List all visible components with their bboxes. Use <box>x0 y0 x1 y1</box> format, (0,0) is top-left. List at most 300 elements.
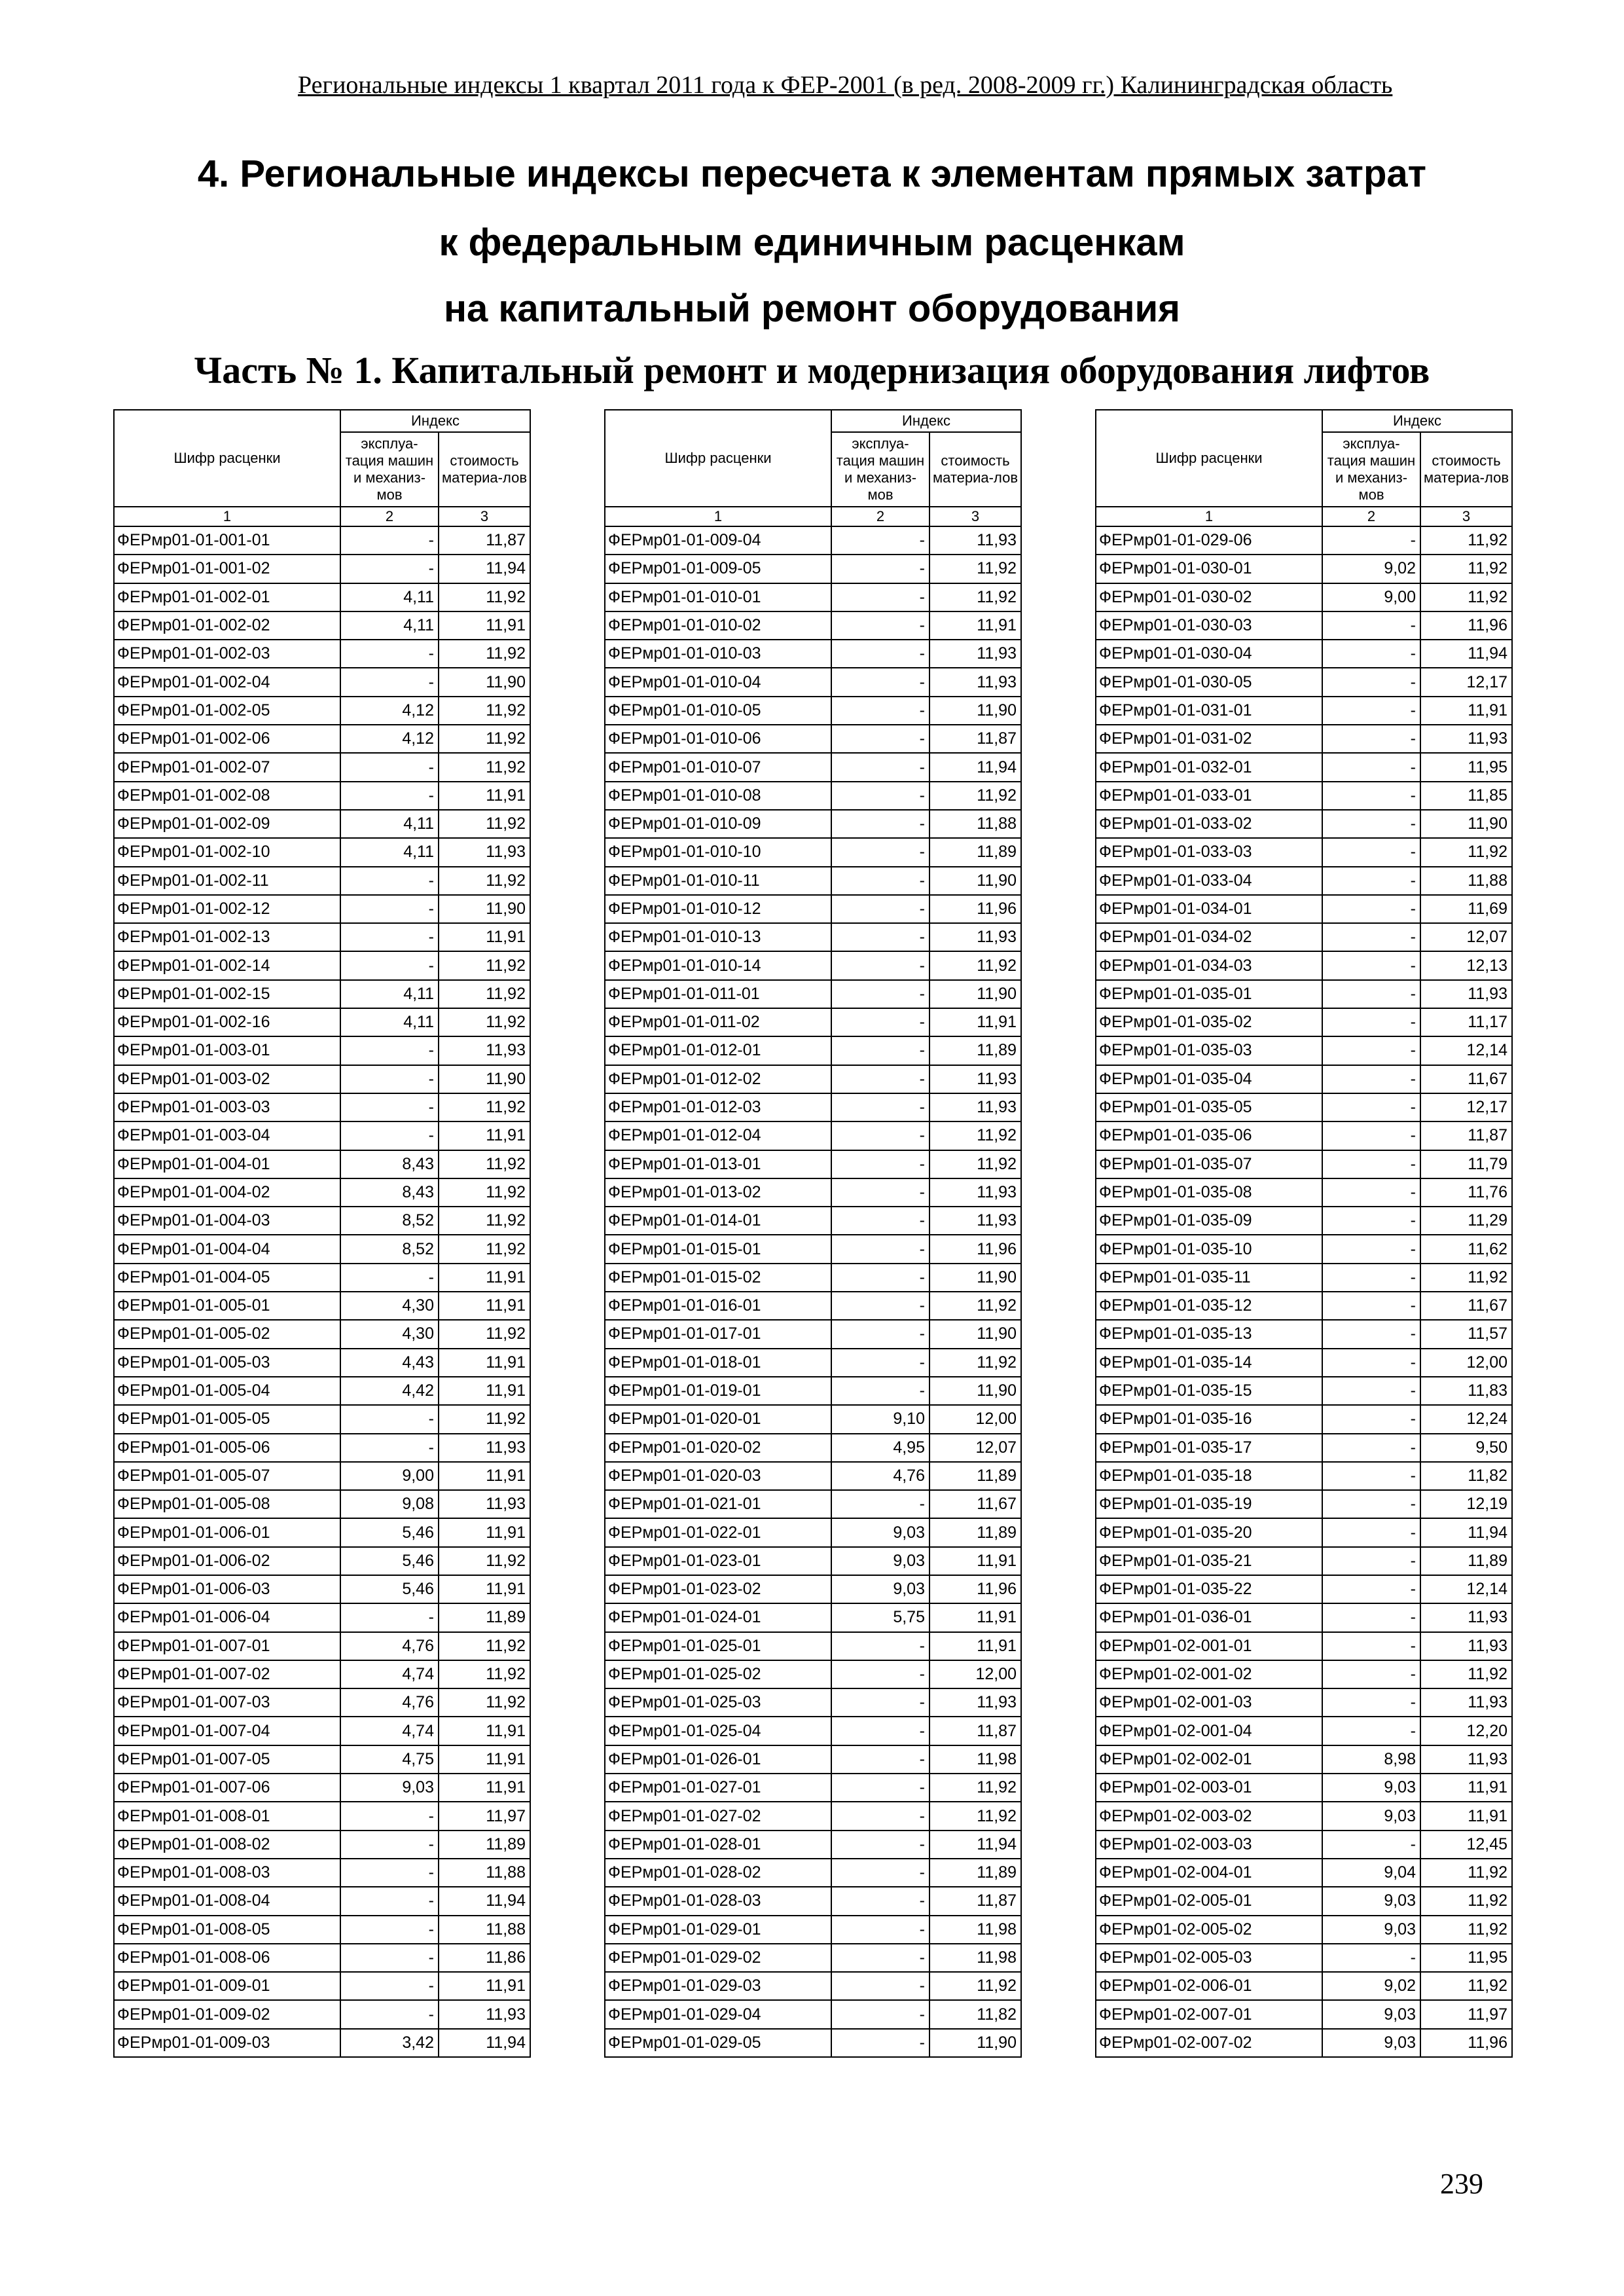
rate-code: ФЕРмр01-01-003-02 <box>114 1065 340 1093</box>
machines-index: - <box>831 1320 929 1348</box>
machines-index: 4,76 <box>831 1462 929 1490</box>
machines-index: 9,08 <box>340 1490 439 1518</box>
rate-code: ФЕРмр01-01-002-09 <box>114 810 340 838</box>
section-title-line-3: на капитальный ремонт оборудования <box>444 287 1180 330</box>
materials-index: 11,92 <box>1420 1887 1512 1915</box>
machines-index: - <box>1322 1121 1420 1150</box>
machines-index: - <box>831 526 929 555</box>
rate-code: ФЕРмр01-01-035-19 <box>1096 1490 1322 1518</box>
rate-code: ФЕРмр01-02-002-01 <box>1096 1745 1322 1774</box>
table-row <box>114 583 530 611</box>
table-row <box>605 1575 1021 1603</box>
table-row <box>114 1434 530 1462</box>
materials-index: 11,89 <box>929 838 1021 866</box>
table-row <box>605 555 1021 583</box>
table-row <box>605 1434 1021 1462</box>
rate-code: ФЕРмр01-01-009-01 <box>114 1972 340 2000</box>
materials-index: 11,91 <box>439 1349 530 1377</box>
table-row <box>114 838 530 866</box>
rate-code: ФЕРмр01-02-003-02 <box>1096 1802 1322 1830</box>
rate-code: ФЕРмр01-01-005-05 <box>114 1405 340 1433</box>
machines-index: 9,03 <box>340 1774 439 1802</box>
machines-index: - <box>340 640 439 668</box>
rate-code: ФЕРмр01-01-025-03 <box>605 1688 831 1717</box>
table-row <box>1096 555 1512 583</box>
materials-index: 11,91 <box>439 923 530 951</box>
rate-code: ФЕРмр01-01-002-11 <box>114 867 340 895</box>
table-row <box>1096 1944 1512 1972</box>
materials-index: 11,93 <box>929 640 1021 668</box>
table-row <box>605 753 1021 781</box>
materials-index: 11,82 <box>929 2000 1021 2028</box>
table-row <box>605 1093 1021 1121</box>
machines-index: - <box>1322 1065 1420 1093</box>
table-row <box>605 640 1021 668</box>
rate-code: ФЕРмр01-01-028-01 <box>605 1831 831 1859</box>
rate-code: ФЕРмр01-01-006-01 <box>114 1518 340 1546</box>
rate-code: ФЕРмр01-01-001-02 <box>114 555 340 583</box>
materials-index: 11,97 <box>1420 2000 1512 2028</box>
materials-index: 11,92 <box>439 810 530 838</box>
materials-index: 11,92 <box>1420 1916 1512 1944</box>
materials-index: 11,92 <box>929 1292 1021 1320</box>
materials-index: 11,93 <box>439 838 530 866</box>
materials-index: 11,92 <box>929 1150 1021 1178</box>
materials-index: 11,91 <box>439 1972 530 2000</box>
rate-code: ФЕРмр01-01-034-03 <box>1096 951 1322 979</box>
table-row <box>1096 1632 1512 1660</box>
table-row <box>1096 1972 1512 2000</box>
rate-code: ФЕРмр01-01-010-03 <box>605 640 831 668</box>
table-row <box>114 1774 530 1802</box>
machines-index: - <box>831 1859 929 1887</box>
materials-index: 11,88 <box>439 1859 530 1887</box>
materials-index: 11,96 <box>1420 2029 1512 2057</box>
machines-index: - <box>340 555 439 583</box>
materials-index: 11,93 <box>439 1036 530 1065</box>
header-index: Индекс <box>831 410 1021 432</box>
rate-code: ФЕРмр01-01-027-01 <box>605 1774 831 1802</box>
table-row <box>605 1462 1021 1490</box>
table-row <box>605 1518 1021 1546</box>
machines-index: - <box>831 1745 929 1774</box>
materials-index: 12,14 <box>1420 1036 1512 1065</box>
rate-code: ФЕРмр01-01-004-01 <box>114 1150 340 1178</box>
machines-index: 9,02 <box>1322 1972 1420 2000</box>
materials-index: 11,93 <box>1420 980 1512 1008</box>
materials-index: 11,91 <box>439 1717 530 1745</box>
machines-index: - <box>831 895 929 923</box>
materials-index: 12,00 <box>929 1405 1021 1433</box>
machines-index: - <box>340 1887 439 1915</box>
machines-index: 9,03 <box>1322 1802 1420 1830</box>
table-row <box>1096 782 1512 810</box>
rate-code: ФЕРмр01-01-035-14 <box>1096 1349 1322 1377</box>
machines-index: 4,75 <box>340 1745 439 1774</box>
materials-index: 11,91 <box>929 611 1021 640</box>
machines-index: - <box>1322 526 1420 555</box>
materials-index: 11,95 <box>1420 1944 1512 1972</box>
table-row <box>1096 1802 1512 1830</box>
table-row <box>114 1688 530 1717</box>
table-row <box>114 1887 530 1915</box>
machines-index: - <box>340 867 439 895</box>
materials-index: 11,92 <box>929 1774 1021 1802</box>
materials-index: 11,82 <box>1420 1462 1512 1490</box>
table-row <box>1096 923 1512 951</box>
materials-index: 11,92 <box>1420 1660 1512 1688</box>
rate-code: ФЕРмр01-01-017-01 <box>605 1320 831 1348</box>
materials-index: 11,91 <box>439 1377 530 1405</box>
rate-code: ФЕРмр01-01-012-04 <box>605 1121 831 1150</box>
materials-index: 11,96 <box>929 895 1021 923</box>
materials-index: 11,89 <box>929 1859 1021 1887</box>
materials-index: 12,24 <box>1420 1405 1512 1433</box>
rate-code: ФЕРмр01-01-019-01 <box>605 1377 831 1405</box>
running-header: Региональные индексы 1 квартал 2011 года к ФЕР-2001 (в ред. 2008-2009 гг.) Калининградская область <box>298 71 1393 99</box>
rate-code: ФЕРмр01-01-035-07 <box>1096 1150 1322 1178</box>
machines-index: - <box>831 1717 929 1745</box>
table-row <box>605 838 1021 866</box>
materials-index: 11,93 <box>1420 1688 1512 1717</box>
table-row <box>1096 1688 1512 1717</box>
table-row <box>605 1774 1021 1802</box>
machines-index: 4,11 <box>340 838 439 866</box>
machines-index: - <box>1322 1008 1420 1036</box>
table-row <box>1096 697 1512 725</box>
machines-index: - <box>831 1349 929 1377</box>
table-row <box>605 1235 1021 1263</box>
machines-index: 4,74 <box>340 1717 439 1745</box>
table-row <box>605 2000 1021 2028</box>
machines-index: 8,43 <box>340 1150 439 1178</box>
machines-index: - <box>831 1377 929 1405</box>
table-row <box>1096 1774 1512 1802</box>
machines-index: 9,10 <box>831 1405 929 1433</box>
materials-index: 12,13 <box>1420 951 1512 979</box>
rate-code: ФЕРмр01-01-025-04 <box>605 1717 831 1745</box>
machines-index: - <box>831 810 929 838</box>
rate-code: ФЕРмр01-01-035-12 <box>1096 1292 1322 1320</box>
table-row <box>605 583 1021 611</box>
table-row <box>605 980 1021 1008</box>
machines-index: - <box>1322 867 1420 895</box>
table-row <box>114 526 530 555</box>
rate-code: ФЕРмр01-02-001-01 <box>1096 1632 1322 1660</box>
rate-code: ФЕРмр01-01-029-04 <box>605 2000 831 2028</box>
table-row <box>1096 980 1512 1008</box>
rate-code: ФЕРмр01-01-003-01 <box>114 1036 340 1065</box>
machines-index: - <box>1322 782 1420 810</box>
machines-index: - <box>340 1603 439 1631</box>
materials-index: 11,98 <box>929 1944 1021 1972</box>
machines-index: - <box>1322 1093 1420 1121</box>
machines-index: 9,03 <box>1322 2029 1420 2057</box>
machines-index: - <box>1322 1292 1420 1320</box>
table-row <box>605 867 1021 895</box>
machines-index: - <box>340 951 439 979</box>
machines-index: 3,42 <box>340 2029 439 2057</box>
table-row <box>605 1944 1021 1972</box>
section-title-line-2: к федеральным единичным расценкам <box>439 221 1185 264</box>
materials-index: 11,94 <box>439 2029 530 2057</box>
rates-table-3 <box>1095 409 1513 2058</box>
machines-index: 4,74 <box>340 1660 439 1688</box>
machines-index: - <box>831 980 929 1008</box>
rates-table-1 <box>113 409 531 2058</box>
rate-code: ФЕРмр01-01-035-06 <box>1096 1121 1322 1150</box>
table-row <box>114 895 530 923</box>
materials-index: 11,91 <box>439 1575 530 1603</box>
machines-index: - <box>831 725 929 753</box>
materials-index: 11,91 <box>439 1264 530 1292</box>
machines-index: - <box>831 867 929 895</box>
table-row <box>1096 867 1512 895</box>
table-row <box>114 980 530 1008</box>
machines-index: - <box>340 668 439 696</box>
materials-index: 12,00 <box>1420 1349 1512 1377</box>
machines-index: - <box>1322 810 1420 838</box>
machines-index: - <box>340 782 439 810</box>
machines-index: - <box>1322 1264 1420 1292</box>
machines-index: - <box>831 951 929 979</box>
rate-code: ФЕРмр01-01-004-02 <box>114 1178 340 1207</box>
machines-index: - <box>831 1036 929 1065</box>
table-row <box>1096 1462 1512 1490</box>
rate-code: ФЕРмр01-01-005-08 <box>114 1490 340 1518</box>
materials-index: 11,91 <box>439 1121 530 1150</box>
rate-code: ФЕРмр01-01-030-02 <box>1096 583 1322 611</box>
materials-index: 11,92 <box>439 980 530 1008</box>
materials-index: 11,89 <box>1420 1547 1512 1575</box>
materials-index: 11,94 <box>439 1887 530 1915</box>
table-row <box>1096 668 1512 696</box>
machines-index: - <box>340 1264 439 1292</box>
materials-index: 12,07 <box>929 1434 1021 1462</box>
machines-index: 8,43 <box>340 1178 439 1207</box>
materials-index: 11,92 <box>1420 1859 1512 1887</box>
table-row <box>114 782 530 810</box>
table-row <box>114 1008 530 1036</box>
rate-code: ФЕРмр01-01-035-17 <box>1096 1434 1322 1462</box>
materials-index: 11,92 <box>439 1093 530 1121</box>
machines-index: - <box>1322 668 1420 696</box>
machines-index: - <box>831 1887 929 1915</box>
materials-index: 11,92 <box>1420 1972 1512 2000</box>
header-machines: эксплуа-тация машин и механиз-мов <box>1322 432 1420 507</box>
rate-code: ФЕРмр01-01-030-01 <box>1096 555 1322 583</box>
materials-index: 11,93 <box>929 1093 1021 1121</box>
rate-code: ФЕРмр01-01-001-01 <box>114 526 340 555</box>
rate-code: ФЕРмр01-01-024-01 <box>605 1603 831 1631</box>
table-row <box>605 697 1021 725</box>
table-row <box>1096 1717 1512 1745</box>
materials-index: 11,67 <box>1420 1292 1512 1320</box>
rate-code: ФЕРмр01-01-007-04 <box>114 1717 340 1745</box>
table-row <box>1096 1235 1512 1263</box>
header-materials: стоимость материа-лов <box>439 432 530 507</box>
rate-code: ФЕРмр01-01-035-15 <box>1096 1377 1322 1405</box>
table-row <box>114 1745 530 1774</box>
table-row <box>605 526 1021 555</box>
materials-index: 11,92 <box>929 1121 1021 1150</box>
table-row <box>114 1065 530 1093</box>
rate-code: ФЕРмр01-01-028-03 <box>605 1887 831 1915</box>
machines-index: 4,30 <box>340 1292 439 1320</box>
rate-code: ФЕРмр01-01-010-08 <box>605 782 831 810</box>
machines-index: 4,11 <box>340 1008 439 1036</box>
rate-code: ФЕРмр01-01-002-04 <box>114 668 340 696</box>
materials-index: 11,90 <box>929 697 1021 725</box>
machines-index: - <box>1322 1320 1420 1348</box>
table-row <box>1096 583 1512 611</box>
rate-code: ФЕРмр01-01-005-04 <box>114 1377 340 1405</box>
rate-code: ФЕРмр01-01-025-02 <box>605 1660 831 1688</box>
machines-index: - <box>1322 1717 1420 1745</box>
rate-code: ФЕРмр01-01-035-05 <box>1096 1093 1322 1121</box>
table-row <box>114 1802 530 1830</box>
table-row <box>1096 725 1512 753</box>
rate-code: ФЕРмр01-01-035-21 <box>1096 1547 1322 1575</box>
machines-index: - <box>1322 1405 1420 1433</box>
materials-index: 11,93 <box>1420 1745 1512 1774</box>
rate-code: ФЕРмр01-01-025-01 <box>605 1632 831 1660</box>
machines-index: - <box>1322 1377 1420 1405</box>
rate-code: ФЕРмр01-02-007-02 <box>1096 2029 1322 2057</box>
materials-index: 11,92 <box>439 697 530 725</box>
machines-index: - <box>1322 1688 1420 1717</box>
machines-index: - <box>831 1150 929 1178</box>
table-row <box>114 1093 530 1121</box>
machines-index: - <box>340 1434 439 1462</box>
materials-index: 11,92 <box>1420 583 1512 611</box>
machines-index: - <box>1322 1490 1420 1518</box>
machines-index: 4,11 <box>340 810 439 838</box>
materials-index: 11,92 <box>439 867 530 895</box>
materials-index: 12,19 <box>1420 1490 1512 1518</box>
header-num-2: 2 <box>340 507 439 526</box>
header-num-1: 1 <box>114 507 340 526</box>
machines-index: - <box>1322 1603 1420 1631</box>
materials-index: 11,92 <box>439 1547 530 1575</box>
materials-index: 12,20 <box>1420 1717 1512 1745</box>
materials-index: 11,92 <box>929 782 1021 810</box>
rate-code: ФЕРмр01-01-013-02 <box>605 1178 831 1207</box>
rate-code: ФЕРмр01-01-030-04 <box>1096 640 1322 668</box>
materials-index: 11,90 <box>439 895 530 923</box>
materials-index: 12,17 <box>1420 1093 1512 1121</box>
rate-code: ФЕРмр01-01-035-22 <box>1096 1575 1322 1603</box>
table-row <box>114 1518 530 1546</box>
header-code: Шифр расценки <box>1096 410 1322 507</box>
table-row <box>1096 753 1512 781</box>
machines-index: - <box>1322 1434 1420 1462</box>
materials-index: 11,92 <box>929 1802 1021 1830</box>
rate-code: ФЕРмр01-01-006-02 <box>114 1547 340 1575</box>
table-row <box>605 1745 1021 1774</box>
table-row <box>1096 1036 1512 1065</box>
table-row <box>605 1264 1021 1292</box>
table-row <box>1096 1859 1512 1887</box>
machines-index: 9,04 <box>1322 1859 1420 1887</box>
materials-index: 12,45 <box>1420 1831 1512 1859</box>
materials-index: 11,93 <box>929 1065 1021 1093</box>
machines-index: 4,30 <box>340 1320 439 1348</box>
rate-code: ФЕРмр01-01-010-06 <box>605 725 831 753</box>
table-row <box>114 951 530 979</box>
rate-code: ФЕРмр01-01-034-02 <box>1096 923 1322 951</box>
table-row <box>114 1405 530 1433</box>
rate-code: ФЕРмр01-01-005-07 <box>114 1462 340 1490</box>
materials-index: 11,79 <box>1420 1150 1512 1178</box>
table-row <box>114 753 530 781</box>
rate-code: ФЕРмр01-01-035-01 <box>1096 980 1322 1008</box>
rate-code: ФЕРмр01-01-010-12 <box>605 895 831 923</box>
materials-index: 11,91 <box>439 1518 530 1546</box>
materials-index: 11,91 <box>439 1745 530 1774</box>
materials-index: 11,89 <box>439 1603 530 1631</box>
materials-index: 11,93 <box>439 1434 530 1462</box>
rate-code: ФЕРмр01-02-001-04 <box>1096 1717 1322 1745</box>
table-row <box>605 1632 1021 1660</box>
machines-index: - <box>831 1093 929 1121</box>
table-row <box>114 867 530 895</box>
rate-code: ФЕРмр01-01-002-05 <box>114 697 340 725</box>
rate-code: ФЕРмр01-01-008-04 <box>114 1887 340 1915</box>
table-row <box>1096 1831 1512 1859</box>
machines-index: - <box>1322 923 1420 951</box>
materials-index: 11,92 <box>1420 555 1512 583</box>
rate-code: ФЕРмр01-01-010-01 <box>605 583 831 611</box>
table-row <box>1096 1065 1512 1093</box>
rate-code: ФЕРмр01-01-035-20 <box>1096 1518 1322 1546</box>
rate-code: ФЕРмр01-01-012-02 <box>605 1065 831 1093</box>
materials-index: 11,76 <box>1420 1178 1512 1207</box>
machines-index: - <box>831 1831 929 1859</box>
machines-index: - <box>340 923 439 951</box>
rate-code: ФЕРмр01-01-030-03 <box>1096 611 1322 640</box>
rate-code: ФЕРмр01-01-002-15 <box>114 980 340 1008</box>
table-row <box>114 810 530 838</box>
header-num-2: 2 <box>1322 507 1420 526</box>
rate-code: ФЕРмр01-01-029-02 <box>605 1944 831 1972</box>
table-row <box>1096 1745 1512 1774</box>
machines-index: - <box>831 1916 929 1944</box>
table-row <box>1096 2000 1512 2028</box>
materials-index: 11,93 <box>1420 725 1512 753</box>
rate-code: ФЕРмр01-01-009-05 <box>605 555 831 583</box>
table-row <box>114 1603 530 1631</box>
machines-index: - <box>1322 1660 1420 1688</box>
rate-code: ФЕРмр01-01-011-02 <box>605 1008 831 1036</box>
rate-code: ФЕРмр01-01-004-03 <box>114 1207 340 1235</box>
table-row <box>114 2029 530 2057</box>
rate-code: ФЕРмр01-01-002-08 <box>114 782 340 810</box>
header-num-1: 1 <box>1096 507 1322 526</box>
machines-index: 5,46 <box>340 1547 439 1575</box>
rate-code: ФЕРмр01-01-015-02 <box>605 1264 831 1292</box>
table-row <box>605 1660 1021 1688</box>
materials-index: 11,91 <box>439 1292 530 1320</box>
header-num-3: 3 <box>1420 507 1512 526</box>
table-row <box>605 1377 1021 1405</box>
machines-index: - <box>831 1944 929 1972</box>
materials-index: 11,92 <box>439 1632 530 1660</box>
machines-index: - <box>831 1121 929 1150</box>
materials-index: 11,87 <box>439 526 530 555</box>
table-row <box>1096 1008 1512 1036</box>
materials-index: 11,91 <box>1420 1774 1512 1802</box>
